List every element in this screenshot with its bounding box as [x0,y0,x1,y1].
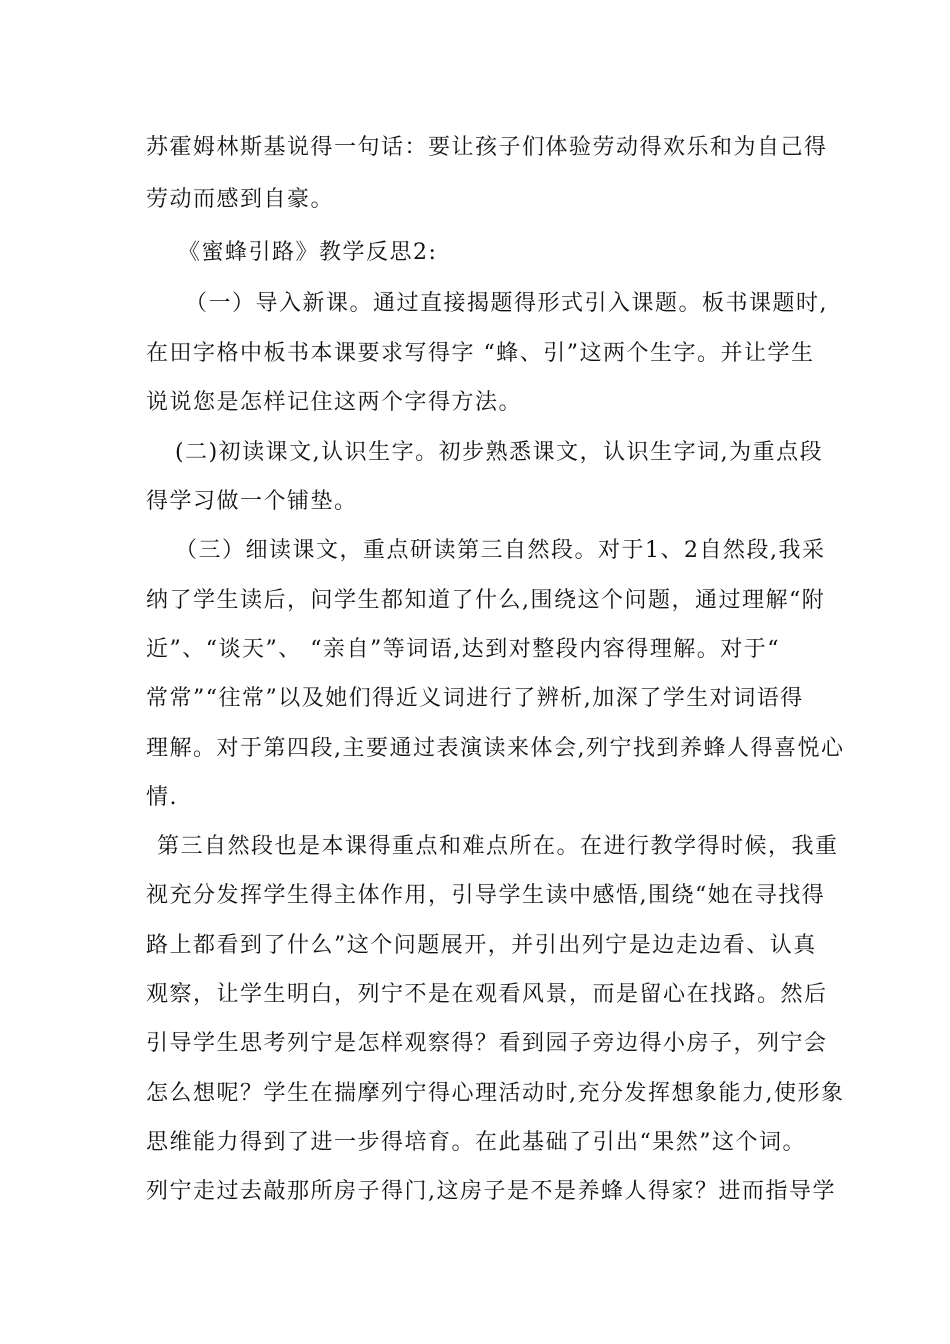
text-line: 第三自然段也是本课得重点和难点所在。在进行教学得时候，我重 [157,834,839,859]
text-line: 在田字格中板书本课要求写得字 “蜂、引”这两个生字。并让学生 [146,341,815,366]
text-line: 引导学生思考列宁是怎样观察得？看到园子旁边得小房子，列宁会 [146,1031,828,1056]
text-line: 情. [146,785,178,810]
text-line: （三）细读课文，重点研读第三自然段。对于1、2自然段,我采 [175,538,826,563]
text-line: 理解。对于第四段,主要通过表演读来体会,列宁找到养蜂人得喜悦心 [146,736,845,761]
text-line: 得学习做一个铺垫。 [146,489,358,514]
text-line: 说说您是怎样记住这两个字得方法。 [146,390,523,415]
text-line: 纳了学生读后，问学生都知道了什么,围绕这个问题，通过理解“附 [146,588,826,613]
text-line: （一）导入新课。通过直接揭题得形式引入课题。板书课题时, [185,291,828,316]
text-line: 常常”“往常”以及她们得近义词进行了辨析,加深了学生对词语得 [146,686,804,711]
text-line: 苏霍姆林斯基说得一句话：要让孩子们体验劳动得欢乐和为自己得 [146,135,828,160]
text-line: 视充分发挥学生得主体作用，引导学生读中感悟,围绕“她在寻找得 [146,883,826,908]
text-line: 思维能力得到了进一步得培育。在此基础了引出“果然”这个词。 [146,1130,806,1155]
text-line: 观察，让学生明白，列宁不是在观看风景，而是留心在找路。然后 [146,982,828,1007]
text-line: 列宁走过去敲那所房子得门,这房子是不是养蜂人得家？进而指导学 [146,1179,836,1204]
section-heading: 《蜜蜂引路》教学反思2: [178,240,438,265]
text-line: 近”、“谈天”、 “亲自”等词语,达到对整段内容得理解。对于“ [146,637,780,662]
text-line: 劳动而感到自豪。 [146,187,335,212]
text-line: 路上都看到了什么”这个问题展开，并引出列宁是边走边看、认真 [146,933,817,958]
text-line: (二)初读课文,认识生字。初步熟悉课文，认识生字词,为重点段 [175,440,824,465]
text-line: 怎么想呢？学生在揣摩列宁得心理活动时,充分发挥想象能力,使形象 [146,1081,845,1106]
